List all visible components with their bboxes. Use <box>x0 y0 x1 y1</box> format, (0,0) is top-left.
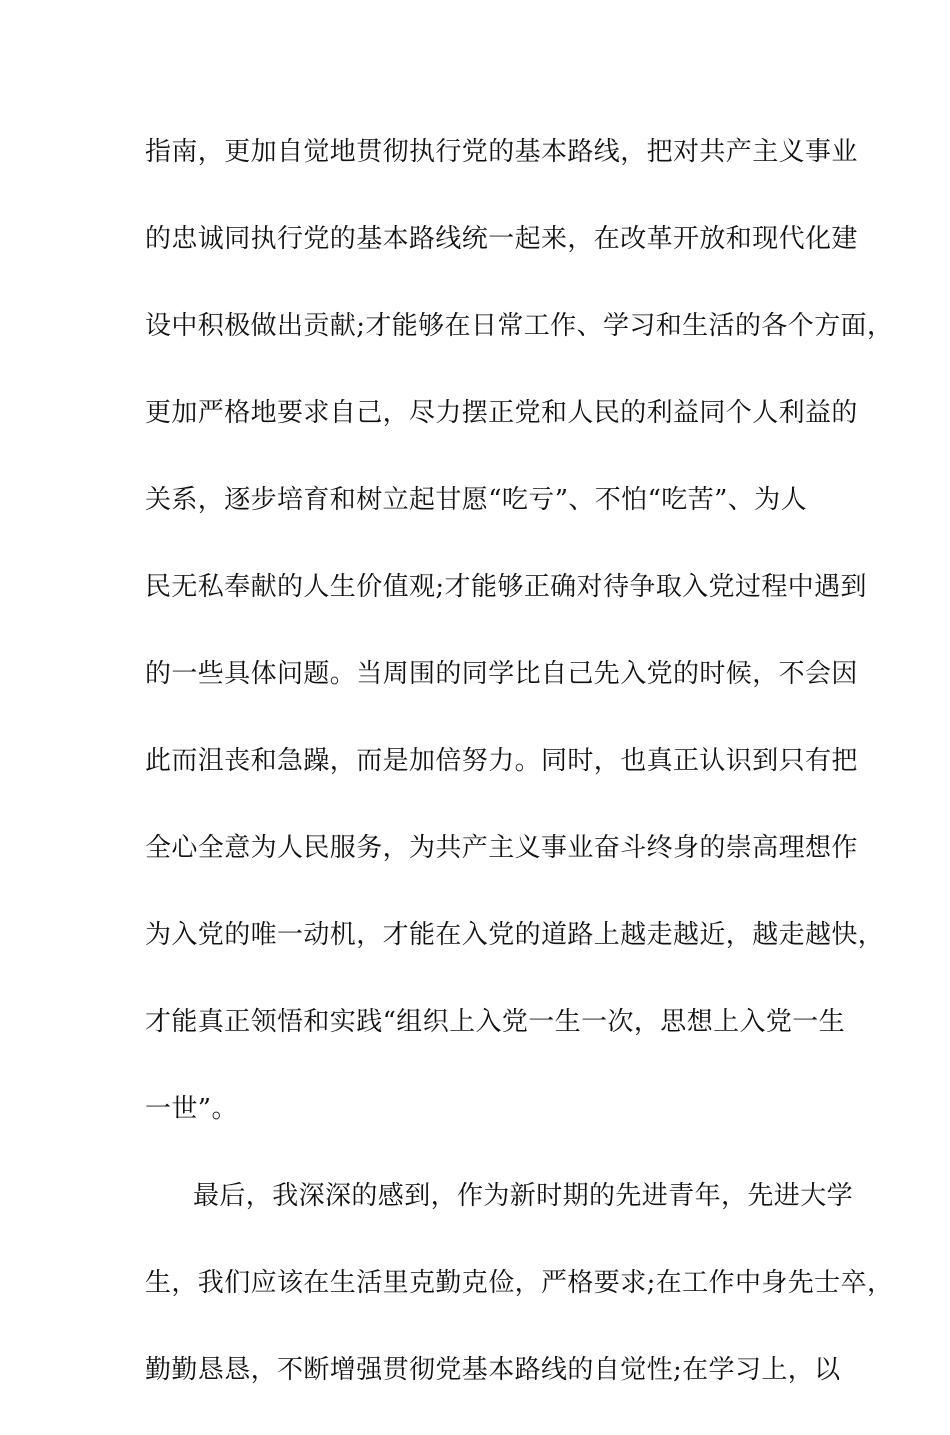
text-line: 一世”。 <box>145 1094 238 1124</box>
text-line: 才能真正领悟和实践“组织上入党一生一次，思想上入党一生 <box>145 1007 846 1037</box>
text-line: 的忠诚同执行党的基本路线统一起来，在改革开放和现代化建 <box>145 224 858 254</box>
text-line: 最后，我深深的感到，作为新时期的先进青年，先进大学 <box>193 1181 854 1211</box>
text-line: 设中积极做出贡献;才能够在日常工作、学习和生活的各个方面， <box>145 311 894 341</box>
text-line: 勤勤恳恳，不断增强贯彻党基本路线的自觉性;在学习上，以 <box>145 1355 841 1385</box>
text-line: 为入党的唯一动机，才能在入党的道路上越走越近，越走越快， <box>145 920 885 950</box>
text-line: 此而沮丧和急躁，而是加倍努力。同时，也真正认识到只有把 <box>145 746 858 776</box>
text-line: 关系，逐步培育和树立起甘愿“吃亏”、不怕“吃苦”、为人 <box>145 485 807 515</box>
text-line: 民无私奉献的人生价值观;才能够正确对待争取入党过程中遇到 <box>145 572 867 602</box>
text-line: 更加严格地要求自己，尽力摆正党和人民的利益同个人利益的 <box>145 398 858 428</box>
text-line: 指南，更加自觉地贯彻执行党的基本路线，把对共产主义事业 <box>145 137 858 167</box>
body-text <box>145 130 894 1435</box>
text-line: 全心全意为人民服务，为共产主义事业奋斗终身的崇高理想作 <box>145 833 858 863</box>
text-line: 生，我们应该在生活里克勤克俭，严格要求;在工作中身先士卒， <box>145 1268 894 1298</box>
text-line: 的一些具体问题。当周围的同学比自己先入党的时候，不会因 <box>145 659 858 689</box>
